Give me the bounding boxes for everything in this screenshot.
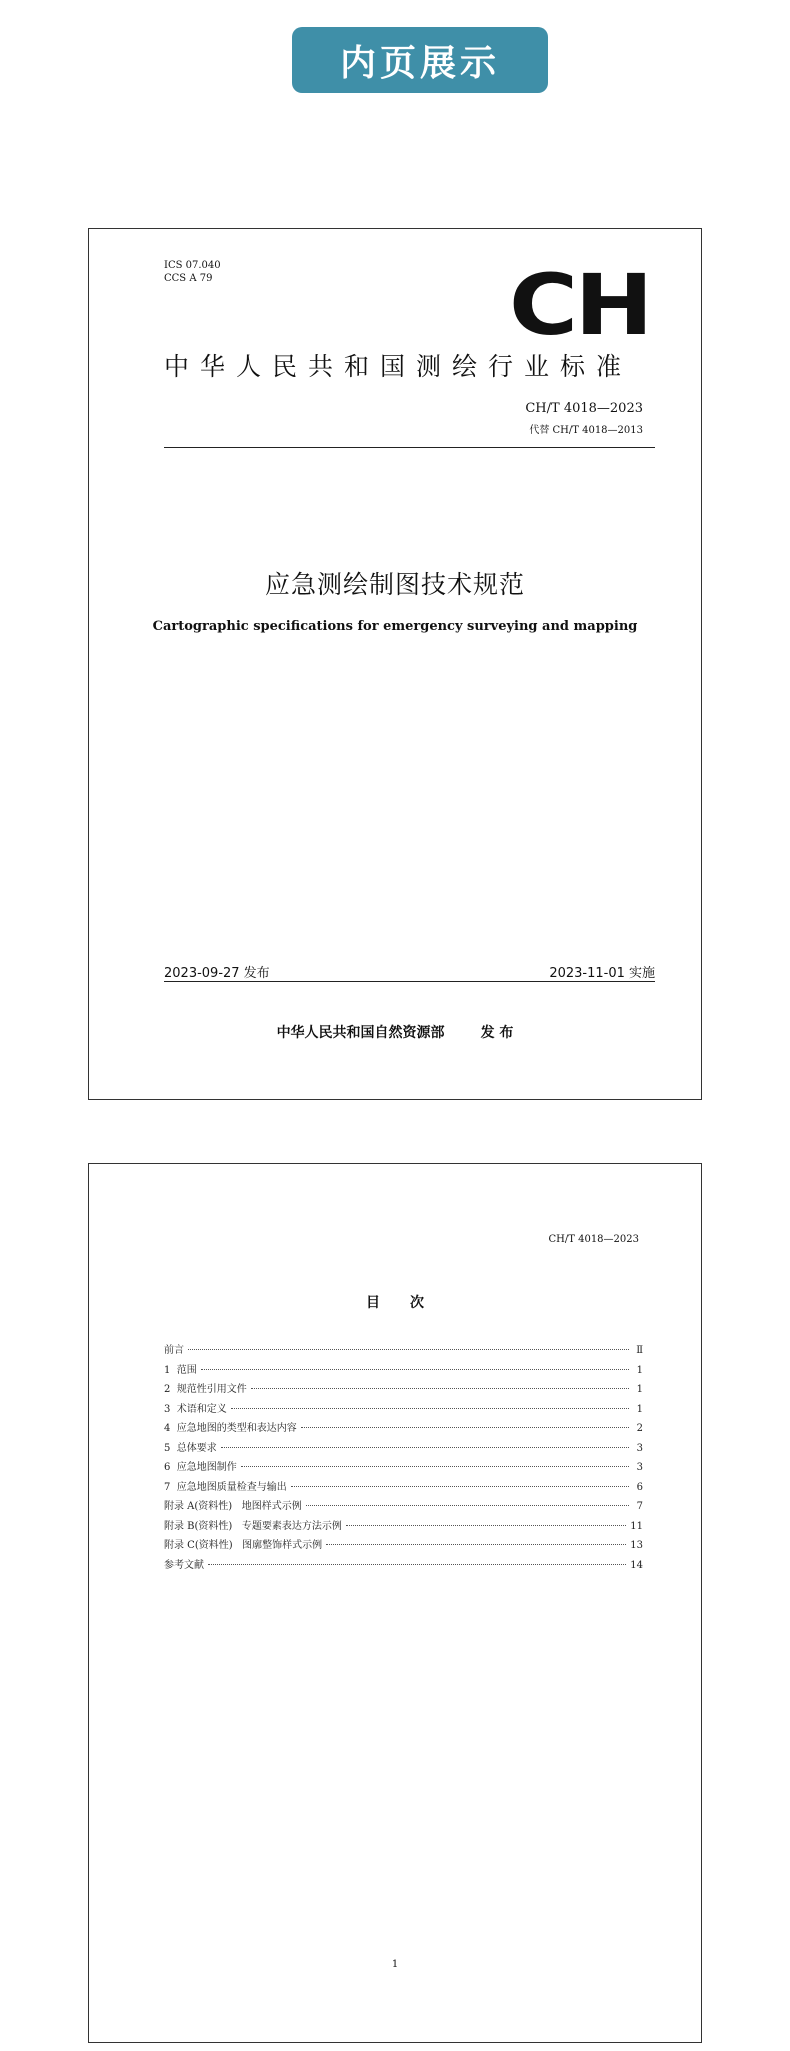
- toc-leader-dots: [291, 1486, 629, 1487]
- toc-entry-page: 1: [636, 1403, 643, 1415]
- standard-code: CH/T 4018—2023: [525, 401, 643, 416]
- toc-leader-dots: [188, 1349, 629, 1350]
- standard-name: 中华人民共和国测绘行业标准: [164, 352, 633, 381]
- toc-entry-page: 2: [636, 1423, 643, 1434]
- toc-leader-dots: [201, 1369, 629, 1370]
- toc-page: [88, 1163, 702, 2043]
- toc-entry-label: 2 规范性引用文件: [164, 1384, 247, 1395]
- toc-entry[interactable]: [164, 1497, 643, 1517]
- toc-entry-label: 4 应急地图的类型和表达内容: [164, 1423, 297, 1434]
- toc-entry-page: 13: [630, 1540, 643, 1551]
- toc-entry-page: 11: [630, 1520, 643, 1532]
- toc-entry[interactable]: [164, 1478, 643, 1498]
- toc-entry[interactable]: [164, 1361, 643, 1381]
- toc-leader-dots: [241, 1466, 629, 1467]
- toc-title: 目次: [366, 1295, 454, 1311]
- toc-entry[interactable]: [164, 1419, 643, 1439]
- toc-entry-page: 1: [636, 1384, 643, 1395]
- toc-leader-dots: [301, 1427, 629, 1428]
- toc-entry[interactable]: [164, 1536, 643, 1556]
- issuer-name: 中华人民共和国自然资源部: [276, 1025, 445, 1041]
- toc-entry[interactable]: [164, 1439, 643, 1459]
- classification-codes: [164, 259, 221, 285]
- toc-entry-page: 14: [630, 1559, 643, 1571]
- toc-standard-code: CH/T 4018—2023: [548, 1234, 639, 1245]
- toc-leader-dots: [231, 1408, 629, 1409]
- ics-code: ICS 07.040: [164, 260, 221, 271]
- issuer-action: 发 布: [480, 1025, 514, 1041]
- toc-entry-label: 5 总体要求: [164, 1442, 217, 1454]
- toc-leader-dots: [346, 1525, 626, 1526]
- document-title-en: Cartographic specifications for emergency surveying and mapping: [152, 619, 638, 634]
- toc-entry-page: 3: [636, 1442, 643, 1454]
- toc-entry[interactable]: [164, 1458, 643, 1478]
- toc-entry-page: 1: [636, 1364, 643, 1376]
- toc-entry-label: 3 术语和定义: [164, 1403, 227, 1415]
- toc-entry-page: 7: [636, 1501, 643, 1512]
- toc-entry-label: 参考文献: [164, 1559, 204, 1571]
- toc-entry[interactable]: [164, 1400, 643, 1420]
- toc-entry[interactable]: [164, 1556, 643, 1576]
- ccs-code: CCS A 79: [164, 273, 213, 284]
- issue-date: 2023-09-27 发布: [164, 966, 270, 981]
- cover-page: [88, 228, 702, 1100]
- toc-entry-label: 6 应急地图制作: [164, 1462, 237, 1473]
- toc-list: [164, 1341, 643, 1575]
- issuer-line: [89, 1022, 701, 1042]
- header-divider: [164, 447, 655, 448]
- toc-leader-dots: [306, 1505, 629, 1506]
- toc-leader-dots: [221, 1447, 629, 1448]
- toc-entry-page: 3: [636, 1462, 643, 1473]
- toc-leader-dots: [326, 1544, 626, 1545]
- toc-entry-label: 附录 B(资料性) 专题要素表达方法示例: [164, 1520, 342, 1532]
- toc-entry[interactable]: [164, 1380, 643, 1400]
- toc-entry-label: 7 应急地图质量检查与输出: [164, 1481, 287, 1493]
- toc-leader-dots: [208, 1564, 626, 1565]
- footer-divider: [164, 981, 655, 982]
- toc-entry-page: Ⅱ: [636, 1345, 643, 1356]
- toc-entry-label: 附录 A(资料性) 地图样式示例: [164, 1501, 302, 1512]
- toc-entry-label: 前言: [164, 1345, 184, 1356]
- implementation-date: 2023-11-01 实施: [549, 966, 655, 981]
- section-banner: 内页展示: [292, 27, 548, 93]
- page-number: 1: [391, 1959, 399, 1970]
- toc-entry-page: 6: [636, 1481, 643, 1493]
- replaces-code: 代替 CH/T 4018—2013: [529, 425, 643, 436]
- toc-entry-label: 1 范围: [164, 1364, 197, 1376]
- toc-leader-dots: [251, 1388, 629, 1389]
- toc-entry[interactable]: [164, 1341, 643, 1361]
- document-title-cn: 应急测绘制图技术规范: [264, 570, 525, 599]
- ch-logo: CH: [509, 256, 651, 354]
- toc-entry-label: 附录 C(资料性) 图廓整饰样式示例: [164, 1540, 323, 1551]
- toc-entry[interactable]: [164, 1517, 643, 1537]
